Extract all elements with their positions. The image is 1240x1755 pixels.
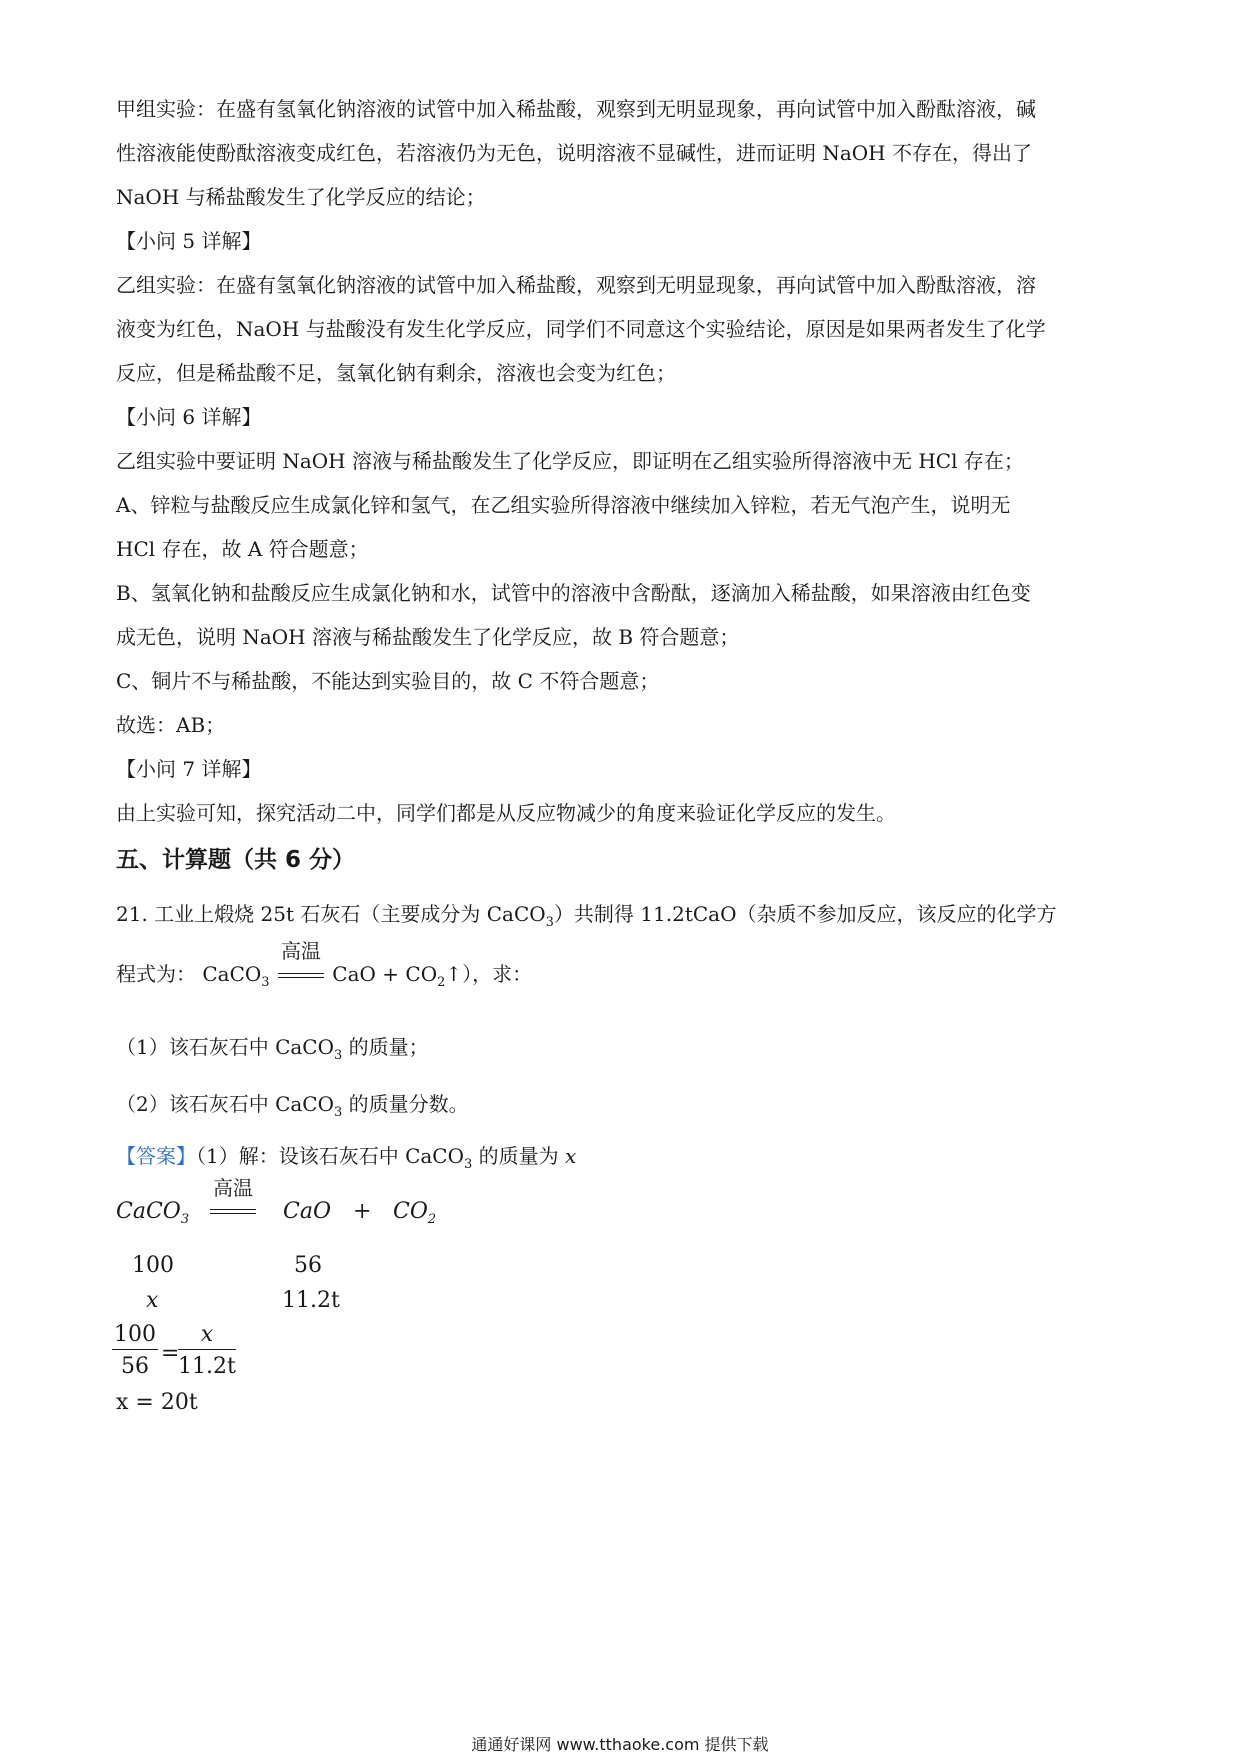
question-text: 21. 工业上煅烧 25t 石灰石（主要成分为 CaCO [116,902,546,926]
question-part-1 [116,1035,1126,1063]
question-text: 的质量分数。 [342,1092,469,1116]
formula: CaCO [116,1199,181,1224]
subscript: 3 [180,1212,190,1227]
paragraph-line: 液变为红色，NaOH 与盐酸没有发生化学反应，同学们不同意这个实验结论，原因是如果两者发生了化学 [116,317,1046,341]
paragraph-line: 反应，但是稀盐酸不足，氢氧化钠有剩余，溶液也会变为红色； [116,361,676,385]
choice-line: 故选：AB； [116,713,226,737]
product-cao: CaO [283,1199,331,1224]
formula: CO [393,1199,428,1224]
question-part-2 [116,1092,1126,1120]
subquestion-heading-7: 【小问 7 详解】 [116,757,262,781]
paragraph-line: 甲组实验：在盛有氢氧化钠溶液的试管中加入稀盐酸，观察到无明显现象，再向试管中加入酚酞溶液，碱 [116,97,1036,121]
option-c-line: C、铜片不与稀盐酸，不能达到实验目的，故 C 不符合题意； [116,669,660,693]
answer-text: （1）解：设该石灰石中 CaCO [196,1144,465,1168]
equals-sign: = [161,1341,180,1366]
option-a-line: A、锌粒与盐酸反应生成氯化锌和氢气，在乙组实验所得溶液中继续加入锌粒，若无气泡产生，说明无 [116,493,1011,517]
equation-left: CaCO [202,962,262,986]
molar-mass-caco3: 100 [132,1253,174,1278]
denominator: 11.2t [178,1354,236,1379]
equation-end: ↑），求： [445,962,533,986]
double-line-icon [278,973,324,978]
option-a-line: HCl 存在，故 A 符合题意； [116,537,369,561]
subquestion-heading-6: 【小问 6 详解】 [116,405,262,429]
product-co2 [393,1199,436,1228]
option-b-line: B、氢氧化钠和盐酸反应生成氯化钠和水，试管中的溶液中含酚酞，逐滴加入稀盐酸，如果溶液由红色变 [116,581,1031,605]
reactant-caco3 [116,1199,189,1228]
equation-right: CaO + CO [332,962,438,986]
known-mass: 11.2t [282,1288,340,1313]
paragraph-line: 由上实验可知，探究活动二中，同学们都是从反应物减少的角度来验证化学反应的发生。 [116,801,896,825]
question-text: （2）该石灰石中 CaCO [116,1092,335,1116]
subscript: 3 [334,1048,343,1063]
reaction-arrow-2 [208,1176,258,1225]
footer-text: 通通好课网 www.tthaoke.com 提供下载 [471,1735,769,1754]
answer-text: 的质量为 [472,1144,566,1168]
question-text: 的质量； [342,1035,429,1059]
fraction-left [112,1322,158,1379]
subscript: 3 [464,1157,473,1172]
subscript: 2 [437,975,446,990]
numerator: x [178,1322,236,1350]
paragraph-line: 性溶液能使酚酞溶液变成红色，若溶液仍为无色，说明溶液不显碱性，进而证明 NaOH 不存在，得出了 [116,141,1032,165]
question-text: 程式为： [116,962,196,986]
paragraph-line: NaOH 与稀盐酸发生了化学反应的结论； [116,185,486,209]
answer-label: 【答案】 [116,1144,196,1168]
subscript: 2 [427,1212,437,1227]
reaction-condition: 高温 [280,938,321,963]
reaction-condition: 高温 [213,1176,253,1200]
subquestion-heading-5: 【小问 5 详解】 [116,229,262,253]
fraction-right [178,1322,236,1379]
section-title: 五、计算题（共 6 分） [116,847,356,873]
paragraph-line: 乙组实验：在盛有氢氧化钠溶液的试管中加入稀盐酸，观察到无明显现象，再向试管中加入酚酞溶液，溶 [116,273,1036,297]
reaction-arrow [208,1176,258,1225]
numerator: 100 [112,1322,158,1350]
subscript: 3 [545,915,554,930]
plus-sign: + [353,1199,372,1224]
reaction-arrow [276,938,326,989]
option-b-line: 成无色，说明 NaOH 溶液与稀盐酸发生了化学反应，故 B 符合题意； [116,625,740,649]
question-text: ）共制得 11.2tCaO（杂质不参加反应，该反应的化学方 [553,902,1057,926]
double-line-icon [210,1209,256,1214]
denominator: 56 [121,1354,149,1379]
unknown-mass: x [146,1288,159,1313]
answer-line [116,1144,1126,1172]
paragraph-line: 乙组实验中要证明 NaOH 溶液与稀盐酸发生了化学反应，即证明在乙组实验所得溶液中无 HCl 存在； [116,449,1024,473]
equation-line [116,938,1126,992]
question-text: （1）该石灰石中 CaCO [116,1035,335,1059]
subscript: 3 [261,975,270,990]
question-line [116,902,1126,930]
molar-mass-cao: 56 [294,1253,322,1278]
subscript: 3 [334,1105,343,1120]
result-line: x = 20t [116,1390,198,1415]
variable: x [565,1144,577,1168]
